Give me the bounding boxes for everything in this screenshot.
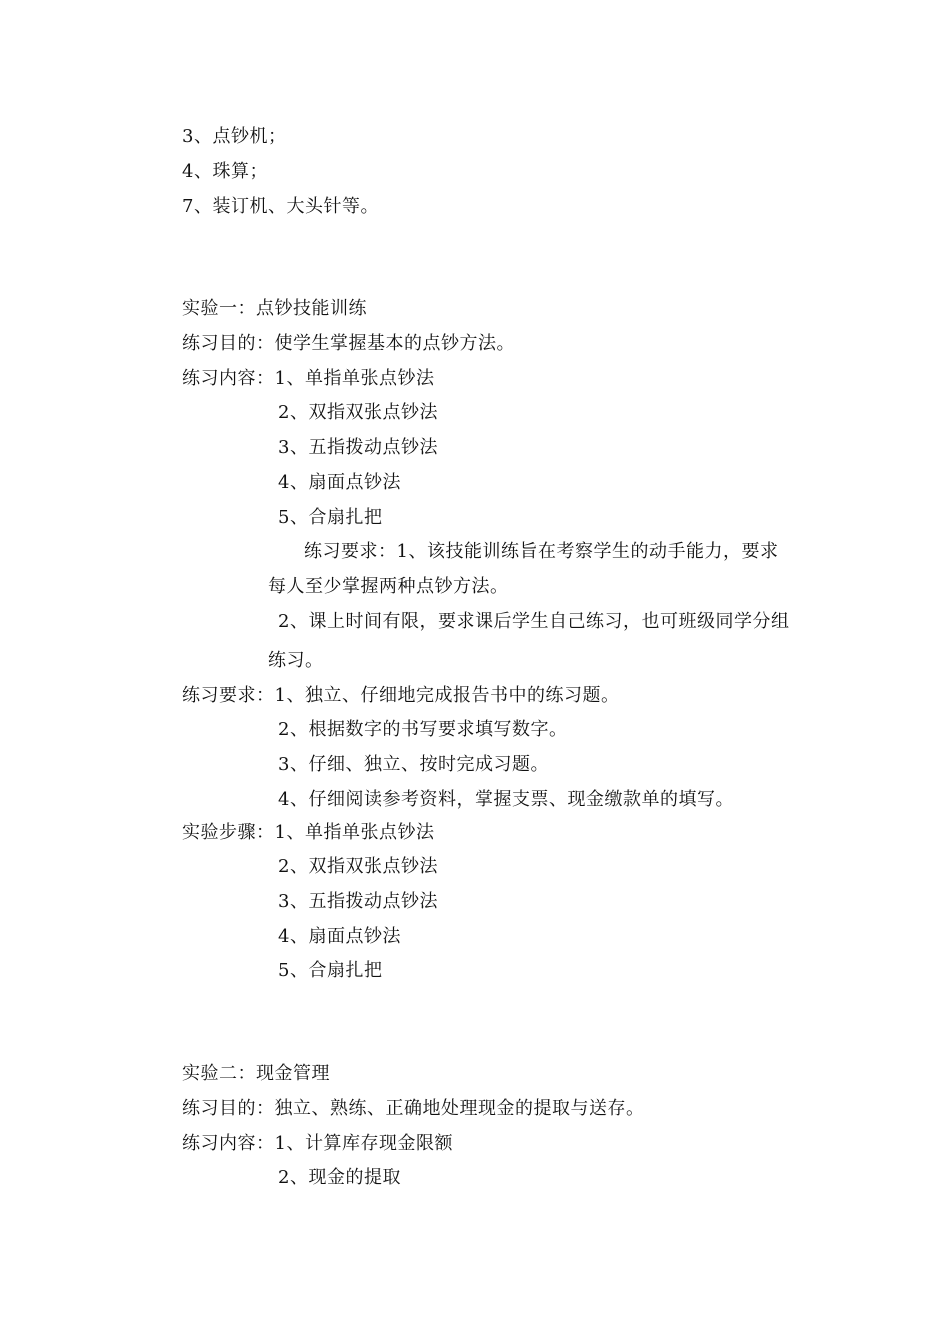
exp1-steps-line: 实验步骤：1、单指单张点钞法 bbox=[182, 822, 435, 843]
exp1-purpose: 练习目的：使学生掌握基本的点钞方法。 bbox=[182, 333, 515, 354]
exp2-content-line: 练习内容：1、计算库存现金限额 bbox=[182, 1133, 453, 1154]
list-item: 3、五指拨动点钞法 bbox=[278, 891, 438, 912]
list-item: 2、根据数字的书写要求填写数字。 bbox=[278, 719, 568, 740]
list-item: 4、扇面点钞法 bbox=[278, 926, 401, 947]
list-item: 4、扇面点钞法 bbox=[278, 472, 401, 493]
list-item: 3、点钞机； bbox=[182, 126, 287, 147]
exp2-purpose: 练习目的：独立、熟练、正确地处理现金的提取与送存。 bbox=[182, 1098, 645, 1119]
exp2-title: 实验二：现金管理 bbox=[182, 1063, 330, 1084]
exp1-title: 实验一：点钞技能训练 bbox=[182, 298, 367, 319]
req-paragraph-line: 每人至少掌握两种点钞方法。 bbox=[268, 576, 509, 597]
req-paragraph-line: 练习。 bbox=[268, 650, 324, 671]
list-item: 5、合扇扎把 bbox=[278, 960, 383, 981]
exp1-requirements-line: 练习要求：1、独立、仔细地完成报告书中的练习题。 bbox=[182, 685, 620, 706]
exp1-content-line: 练习内容：1、单指单张点钞法 bbox=[182, 368, 435, 389]
list-item: 2、现金的提取 bbox=[278, 1167, 401, 1188]
list-item: 5、合扇扎把 bbox=[278, 507, 383, 528]
list-item: 4、仔细阅读参考资料，掌握支票、现金缴款单的填写。 bbox=[278, 789, 734, 810]
list-item: 2、双指双张点钞法 bbox=[278, 402, 438, 423]
list-item: 7、装订机、大头针等。 bbox=[182, 196, 379, 217]
req-paragraph-line: 练习要求：1、该技能训练旨在考察学生的动手能力，要求 bbox=[304, 541, 779, 562]
req-paragraph-line: 2、课上时间有限，要求课后学生自己练习，也可班级同学分组 bbox=[278, 611, 790, 632]
list-item: 2、双指双张点钞法 bbox=[278, 856, 438, 877]
list-item: 4、珠算； bbox=[182, 161, 268, 182]
list-item: 3、仔细、独立、按时完成习题。 bbox=[278, 754, 549, 775]
list-item: 3、五指拨动点钞法 bbox=[278, 437, 438, 458]
